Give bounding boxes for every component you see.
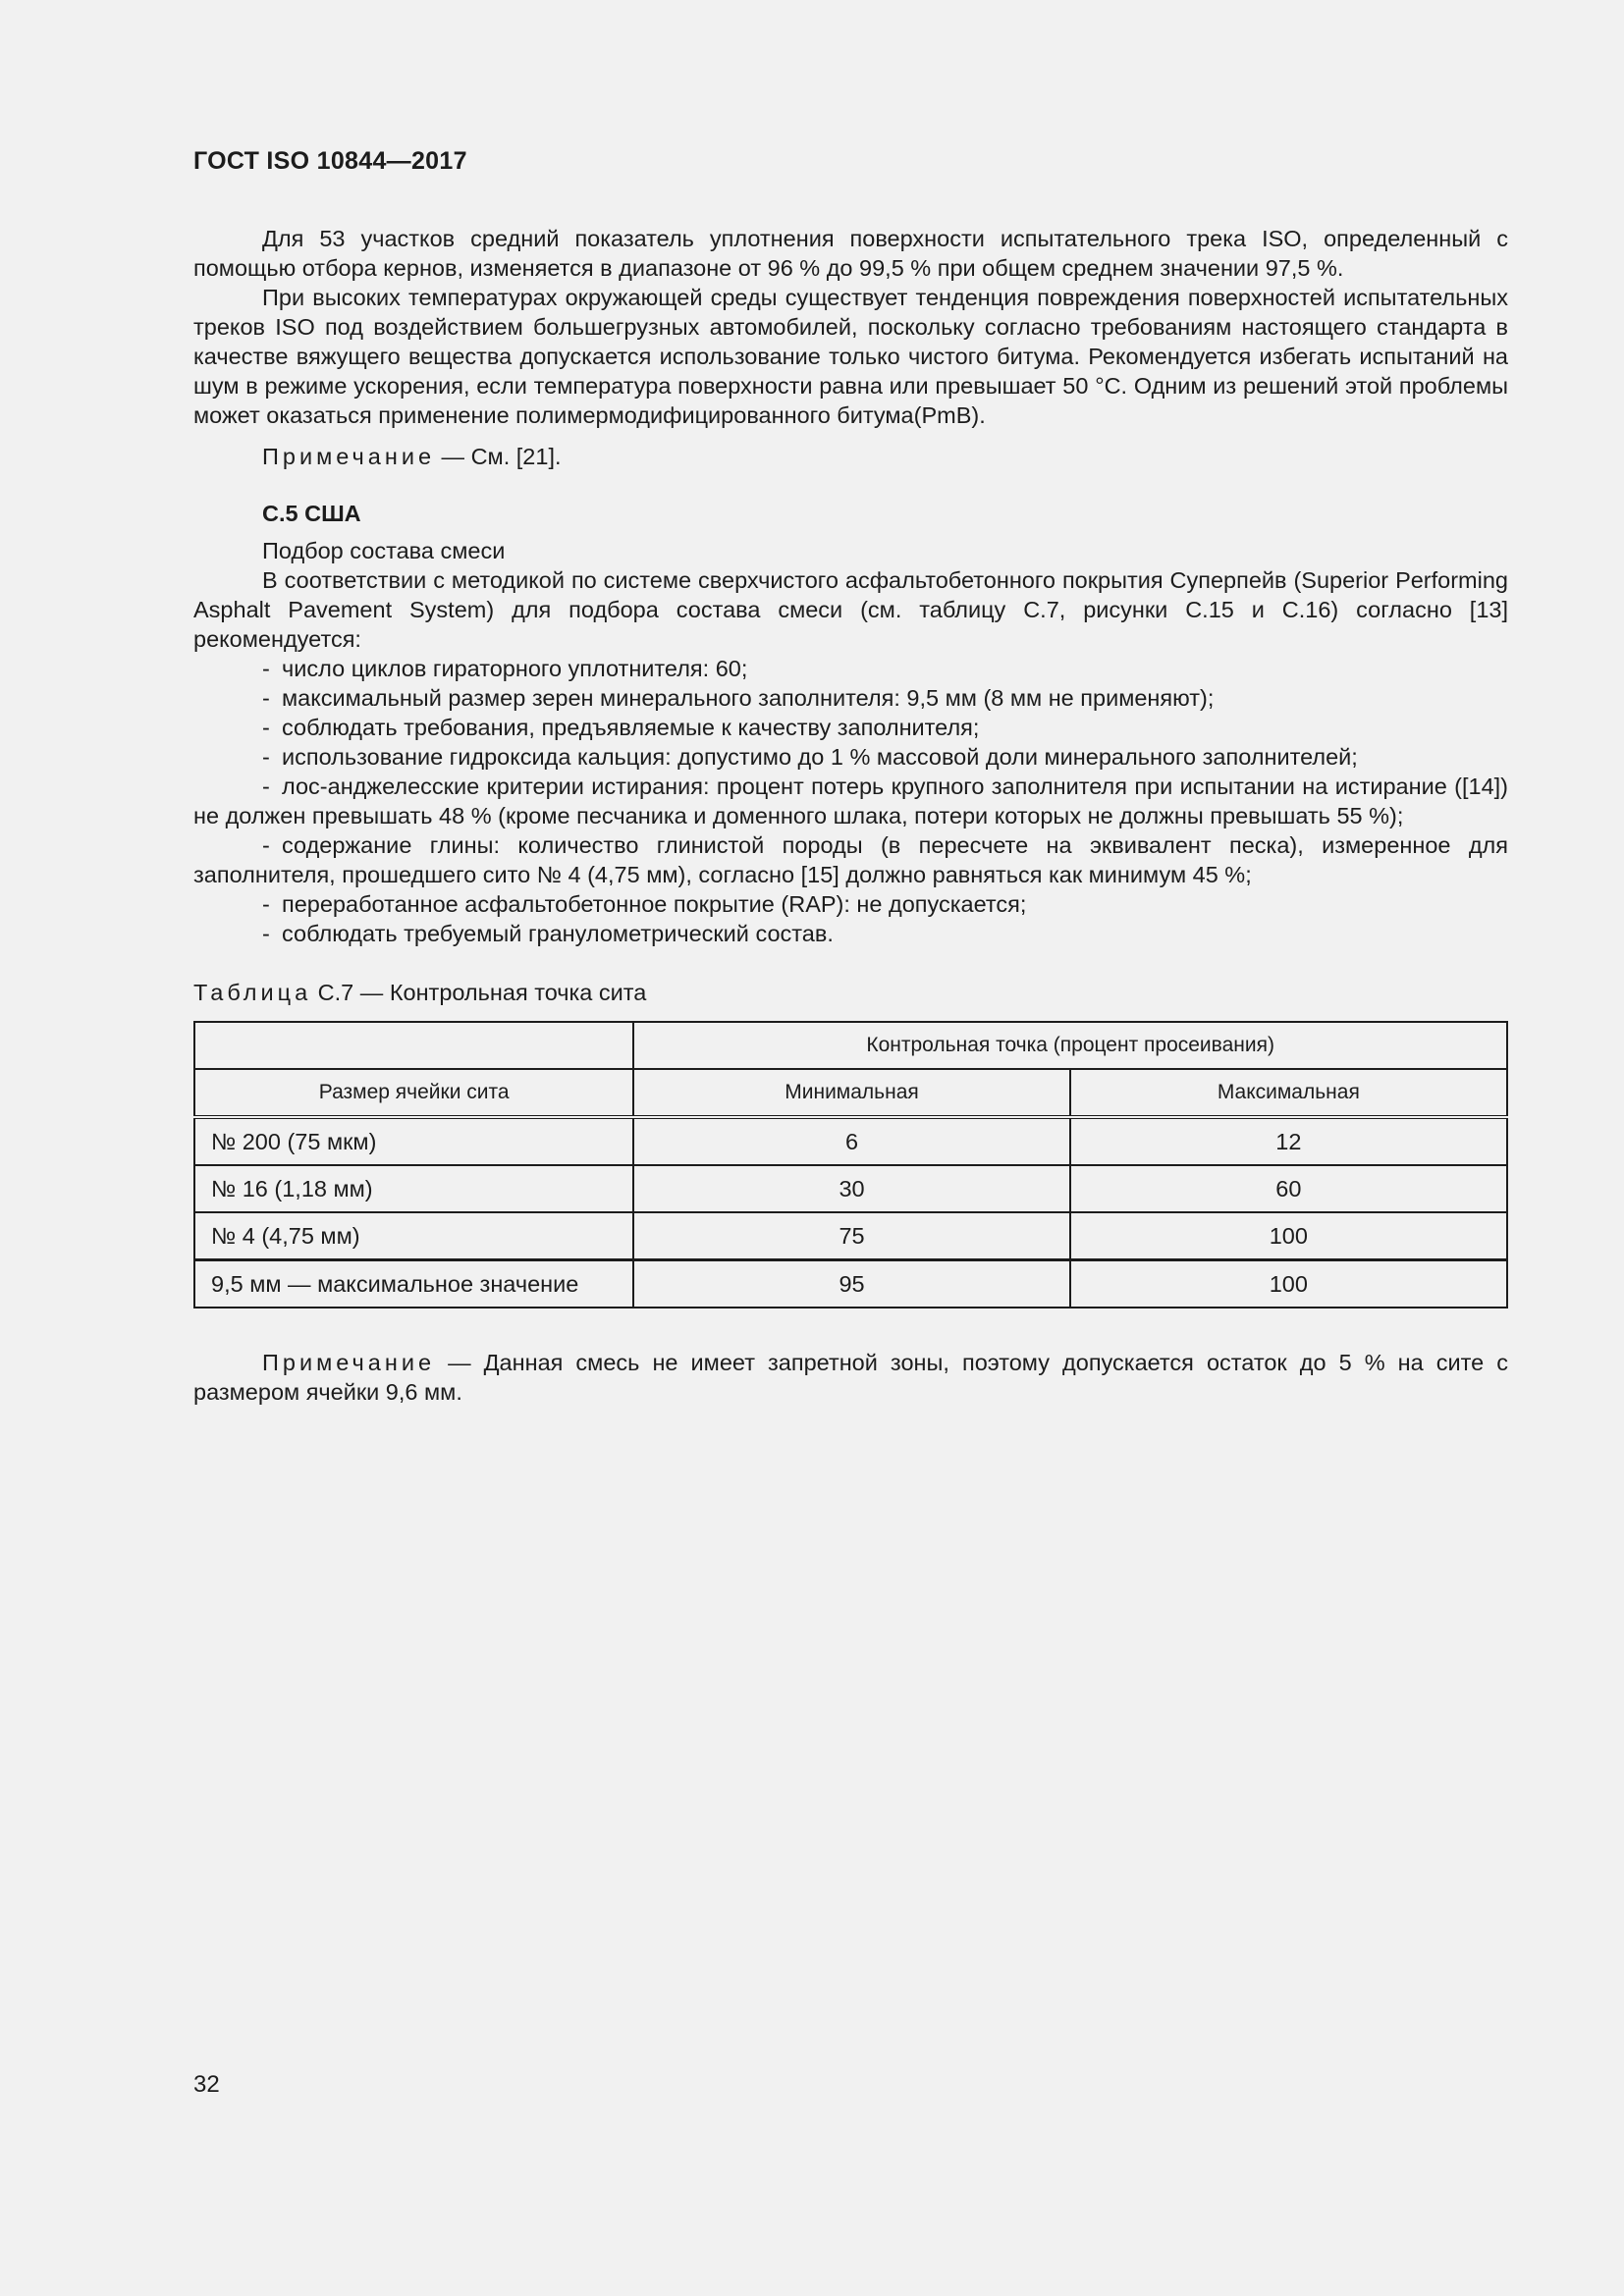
bullet-marker: - <box>262 685 270 711</box>
paragraph-compaction: Для 53 участков средний показатель уплотнения поверхности испытательного трека ISO, определенный с помощью отбора кернов, изменяется в диапазоне от 96 % до 99,5 % при общем среднем значении 97,5 %. <box>193 226 1508 281</box>
table-caption <box>193 978 1508 1007</box>
note-see-reference <box>193 442 1508 471</box>
table-header-row <box>194 1022 1507 1069</box>
section-heading: С.5 США <box>262 501 361 526</box>
note-label: Примечание <box>262 444 436 469</box>
recommendation-list <box>193 654 1508 948</box>
table-caption-label: Таблица <box>193 980 312 1005</box>
sieve-control-point-table <box>193 1021 1508 1308</box>
page-number: 32 <box>193 2071 220 2098</box>
table-header-row <box>194 1069 1507 1117</box>
table-header-empty <box>194 1022 633 1069</box>
table-header-min: Минимальная <box>633 1069 1069 1117</box>
document-body <box>193 224 1508 1407</box>
table-cell-size: 9,5 мм — максимальное значение <box>194 1260 633 1308</box>
list-item: - переработанное асфальтобетонное покрытие (RAP): не допускается; <box>262 891 1027 917</box>
table-cell-max: 100 <box>1070 1260 1507 1308</box>
bullet-marker: - <box>262 715 270 740</box>
table-cell-size: № 4 (4,75 мм) <box>194 1212 633 1260</box>
table-cell-min: 30 <box>633 1165 1069 1212</box>
table-row <box>194 1260 1507 1308</box>
list-item: - соблюдать требуемый гранулометрический состав. <box>262 921 834 946</box>
list-item: - максимальный размер зерен минерального заполнителя: 9,5 мм (8 мм не применяют); <box>262 685 1215 711</box>
note-text: — См. [21]. <box>435 444 562 469</box>
table-header-size: Размер ячейки сита <box>194 1069 633 1117</box>
list-item: - использование гидроксида кальция: допустимо до 1 % массовой доли минерального заполнителей; <box>262 744 1358 770</box>
bullet-marker: - <box>262 921 270 946</box>
note-no-restricted-zone <box>193 1348 1508 1407</box>
table-cell-size: № 200 (75 мкм) <box>194 1117 633 1165</box>
table-row <box>194 1165 1507 1212</box>
bullet-marker: - <box>262 774 270 799</box>
list-item: - число циклов гираторного уплотнителя: 60; <box>262 656 748 681</box>
list-item: - соблюдать требования, предъявляемые к качеству заполнителя; <box>262 715 980 740</box>
list-item: - лос-анджелесские критерии истирания: процент потерь крупного заполнителя при испытании на истирание ([14]) не должен превышать 48 % (кроме песчаника и доменного шлака, потери которых не должны превышать 55 %); <box>193 774 1508 828</box>
list-item: - содержание глины: количество глинистой породы (в пересчете на эквивалент песка), измеренное для заполнителя, прошедшего сито № 4 (4,75 мм), согласно [15] должно равняться как минимум 45 %; <box>193 832 1508 887</box>
bullet-marker: - <box>262 744 270 770</box>
bullet-marker: - <box>262 891 270 917</box>
section-intro: В соответствии с методикой по системе сверхчистого асфальтобетонного покрытия Суперпейв (Superior Performing Asphalt Pavement System) для подбора состава смеси (см. таблицу С.7, рисунки С.15 и С.16) согласно [13] рекомендуется: <box>193 567 1508 652</box>
section-subheading: Подбор состава смеси <box>262 538 506 563</box>
table-cell-min: 75 <box>633 1212 1069 1260</box>
table-header-group: Контрольная точка (процент просеивания) <box>633 1022 1507 1069</box>
note-text: — Данная смесь не имеет запретной зоны, поэтому допускается остаток до 5 % на сите с размером ячейки 9,6 мм. <box>193 1350 1508 1405</box>
paragraph-high-temperature: При высоких температурах окружающей среды существует тенденция повреждения поверхностей испытательных треков ISO под воздействием большегрузных автомобилей, поскольку согласно требованиям настоящего стандарта в качестве вяжущего вещества допускается использование только чистого битума. Рекомендуется избегать испытаний на шум в режиме ускорения, если температура поверхности равна или превышает 50 °С. Одним из решений этой проблемы может оказаться применение полимермодифицированного битума(PmB). <box>193 285 1508 428</box>
table-cell-max: 100 <box>1070 1212 1507 1260</box>
table-caption-text: С.7 — Контрольная точка сита <box>311 980 647 1005</box>
table-header-max: Максимальная <box>1070 1069 1507 1117</box>
table-row <box>194 1212 1507 1260</box>
table-cell-min: 6 <box>633 1117 1069 1165</box>
table-cell-max: 60 <box>1070 1165 1507 1212</box>
table-cell-min: 95 <box>633 1260 1069 1308</box>
note-label: Примечание <box>262 1350 436 1375</box>
table-cell-max: 12 <box>1070 1117 1507 1165</box>
document-header: ГОСТ ISO 10844—2017 <box>193 147 467 175</box>
bullet-marker: - <box>262 656 270 681</box>
table-row <box>194 1117 1507 1165</box>
table-cell-size: № 16 (1,18 мм) <box>194 1165 633 1212</box>
bullet-marker: - <box>262 832 270 858</box>
